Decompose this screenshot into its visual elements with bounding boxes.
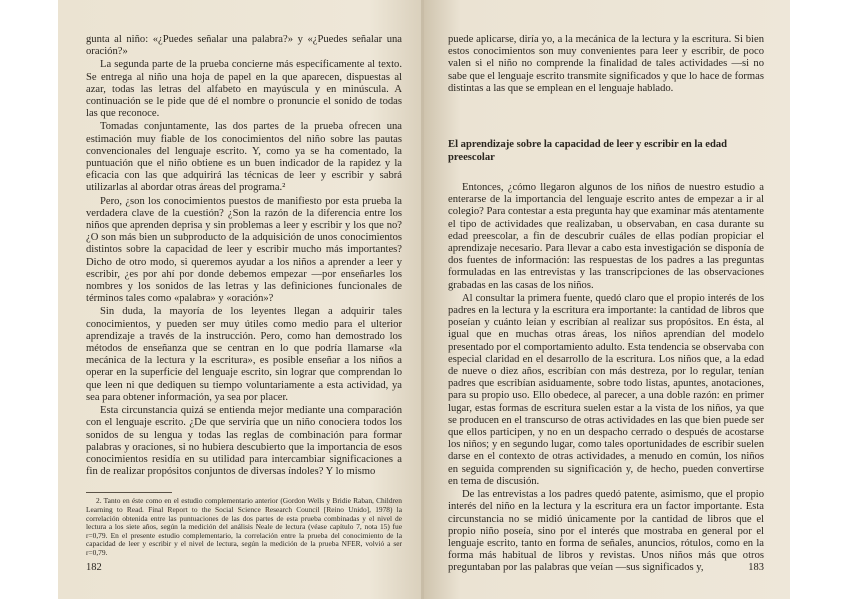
paragraph: Sin duda, la mayoría de los leyentes llegan a adquirir tales conocimientos, y pueden ser muy útiles como medio para el ulterior aprendizaje a través de la instrucción. Pero, como han demostrado los métodos de enseñanza que se centran en lo que podría llamarse «la mecánica de la lectura y la escritura», es posible enseñar a los niños a operar en la superficie del lenguaje escrito, sin lograr que comprendan lo que leen ni que dediquen su tiempo voluntariamente a esta actividad, ya sea para obtener información, ya sea por placer. <box>86 306 402 403</box>
left-page-body <box>86 34 402 478</box>
paragraph: De las entrevistas a los padres quedó patente, asimismo, que el propio interés del niño en la lectura y la escritura era un factor importante. Esta circunstancia no se midió únicamente por la cantidad de libros que el propio niño poseía, sino por el interés que mostraba en general por el lenguaje escrito, tanto en forma de señales, anuncios, rótulos, como en la forma más habitual de libros y revistas. Unos niños más que otros preguntaban por las palabras que veían —sus significados y, <box>448 489 764 574</box>
footnote <box>86 497 402 557</box>
paragraph: La segunda parte de la prueba concierne más específicamente al texto. Se entrega al niño una hoja de papel en la que aparecen, dispuestas al azar, todas las letras del alfabeto en mayúscula y en minúscula. A continuación se le pide que dé el nombre o pronuncie el sonido de todas las que reconoce. <box>86 59 402 120</box>
paragraph: puede aplicarse, diría yo, a la mecánica de la lectura y la escritura. Si bien estos conocimientos son muy convenientes para leer y escribir, de poco valen si el niño no comprende la finalidad de tales actividades —si no sabe que el lenguaje escrito transmite significados y que lo hace de formas distintas a las que se emplean en el lenguaje hablado. <box>448 34 764 94</box>
paragraph: Entonces, ¿cómo llegaron algunos de los niños de nuestro estudio a enterarse de la importancia del lenguaje escrito antes de empezar a ir al colegio? Para contestar a esta pregunta hay que examinar más atentamente el tipo de actividades que realizaban, u observaban, en casa durante su edad preescolar, a fin de descubrir cuáles de ellas podían propiciar el aprendizaje necesario. Para llevar a cabo esta investigación se disponía de dos fuentes de información: las respuestas de los padres a las preguntas formuladas en las entrevistas y las transcripciones de las observaciones grabadas en las casas de los niños. <box>448 182 764 291</box>
right-page <box>424 0 790 599</box>
paragraph: Al consultar la primera fuente, quedó claro que el propio interés de los padres en la lectura y la escritura era importante: la cantidad de libros que poseían y cuánto leían y escribían al realizar sus propósitos. En ésta, al igual que en muchas otras áreas, los niños aprendían del modelo presentado por el comportamiento adulto. Esta tendencia se observaba con especial claridad en el desarrollo de la escritura. Los niños que, a la edad de nueve o diez años, escribían con más destreza, por lo regular, tenían padres que escribían asiduamente, sobre todo listas, apuntes, anotaciones, para su propio uso. Ello obedece, al parecer, a una doble razón: en primer lugar, estas formas de escritura suelen estar a la vista de los niños, ya que se producen en el transcurso de otras actividades en las que bien puede ser que ellos participen, y no en un despacho cerrado o después de acostarse los niños; y en segundo lugar, como tales oportunidades de escribir suelen darse en el contexto de otras actividades, a menudo en común, los niños en seguida comprenden su significación y, de hecho, pueden convertirse en tema de discusión. <box>448 292 764 487</box>
paragraph: gunta al niño: «¿Puedes señalar una palabra?» y «¿Puedes señalar una oración?» <box>86 34 402 58</box>
paragraph: Tomadas conjuntamente, las dos partes de la prueba ofrecen una estimación muy fiable de los conocimientos del niño sobre las pautas convencionales del lenguaje escrito. Y, como ya se ha comentado, la puntuación que el niño obtiene es un buen indicador de la rapidez y la eficacia con las que adquirirá las técnicas de leer y escribir y sabrá utilizarlas al abordar otras áreas del programa.² <box>86 121 402 194</box>
book-spread <box>58 0 790 599</box>
footnote-text: 2. Tanto en éste como en el estudio complementario anterior (Gordon Wells y Bridie Raban, Children Learning to Read. Final Report to the Social Science Research Council [Reino Unido], 1978) la correlación obtenida entre las puntuaciones de las dos partes de esta prueba combinadas y el nivel de lectura a los siete años, según la medición del análisis Neale de lectura (véase capítulo 7, nota 15) fue r=0,79. En el presente estudio complementario, la correlación entre la prueba del conocimiento de la capacidad de leer y escribir y el nivel de lectura, según la medición de la prueba NFER, volvió a ser r=0,79. <box>86 496 402 557</box>
right-page-body <box>448 34 764 575</box>
page-number: 183 <box>748 562 764 573</box>
page-number: 182 <box>86 562 102 573</box>
left-page <box>58 0 424 599</box>
footnote-rule <box>86 492 172 493</box>
section-heading: El aprendizaje sobre la capacidad de leer y escribir en la edad preescolar <box>448 139 728 163</box>
paragraph: Esta circunstancia quizá se entienda mejor mediante una comparación con el lenguaje escrito. ¿De que serviría que un niño conociera todos los sonidos de su lengua y todas las reglas de combinación para formar palabras y oraciones, si no hubiera descubierto que la importancia de esos conocimientos residía en su utilidad para intercambiar significaciones a fin de realizar propósitos conjuntos de diversas índoles? Y lo mismo <box>86 405 402 478</box>
paragraph: Pero, ¿son los conocimientos puestos de manifiesto por esta prueba la verdadera clave de la cuestión? ¿Son la razón de la diferencia entre los niños que aprenden deprisa y sin problemas a leer y escribir y los que no? ¿O son más bien un subproducto de la adquisición de unos conocimientos distintos sobre la capacidad de leer y escribir mucho más importantes? Dicho de otro modo, si queremos ayudar a los niños a aprender a leer y escribir, ¿es por ahí por donde debemos empezar —por enseñarles los nombres y los sonidos de las letras y las definiciones funcionales de términos tales como «palabra» y «oración»? <box>86 195 402 305</box>
